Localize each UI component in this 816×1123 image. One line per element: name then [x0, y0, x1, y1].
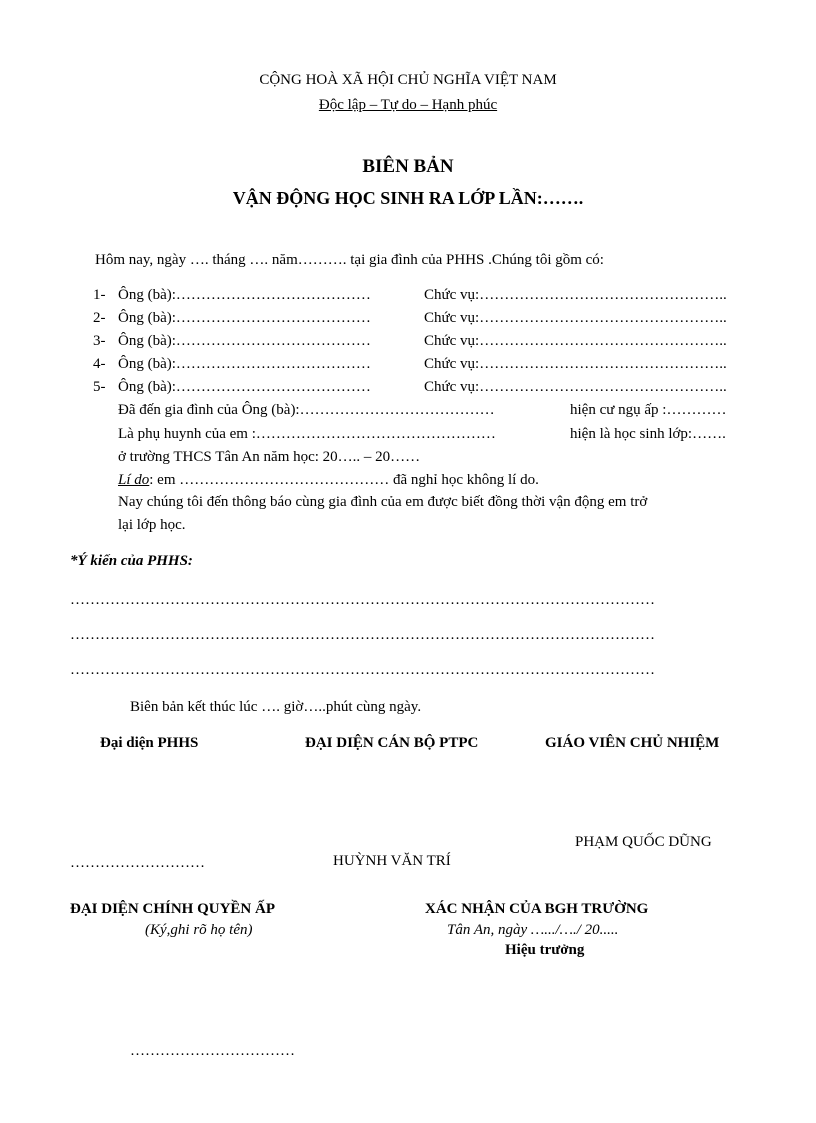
- family-visited-field: Đã đến gia đình của Ông (bà):…………………………………: [118, 402, 495, 418]
- ptpc-name: HUỲNH VĂN TRÍ: [333, 853, 451, 869]
- opinion-line: ………………………………………………………………………………………………………: [70, 627, 655, 643]
- government-signature-dots: ……………………………: [130, 1043, 295, 1059]
- member-name-field: Ông (bà):…………………………………: [118, 356, 371, 372]
- member-name-field: Ông (bà):…………………………………: [118, 379, 371, 395]
- member-role-field: Chức vụ:…………………………………………..: [424, 379, 727, 395]
- member-number: 4-: [93, 356, 106, 372]
- member-number: 3-: [93, 333, 106, 349]
- member-number: 1-: [93, 287, 106, 303]
- parent-opinion-label: *Ý kiến của PHHS:: [70, 553, 193, 569]
- document-subtitle: VẬN ĐỘNG HỌC SINH RA LỚP LẦN:…….: [232, 188, 584, 208]
- reason-label: Lí do: [118, 472, 150, 488]
- notice-text: Nay chúng tôi đến thông báo cùng gia đình của em được biết đồng thời vận động em trở: [118, 494, 648, 510]
- school-year-field: ở trường THCS Tân An năm học: 20….. – 20……: [118, 449, 421, 465]
- opinion-line: ………………………………………………………………………………………………………: [70, 592, 655, 608]
- member-number: 5-: [93, 379, 106, 395]
- member-role-field: Chức vụ:…………………………………………..: [424, 310, 727, 326]
- parent-signature-dots: ………………………: [70, 855, 205, 871]
- member-role-field: Chức vụ:…………………………………………..: [424, 333, 727, 349]
- local-government-heading: ĐẠI DIỆN CHÍNH QUYỀN ẤP: [70, 901, 276, 917]
- student-name-field: Là phụ huynh của em :…………………………………………: [118, 426, 496, 442]
- parent-rep-heading: Đại diện PHHS: [100, 735, 199, 751]
- sign-instruction: (Ký,ghi rõ họ tên): [145, 922, 253, 938]
- document-title: BIÊN BẢN: [362, 156, 454, 177]
- reason-text: : em …………………………………… đã nghỉ học không lí do.: [149, 472, 539, 488]
- notice-text-cont: lại lớp học.: [118, 517, 186, 533]
- reason-line: [118, 472, 539, 489]
- opinion-line: ………………………………………………………………………………………………………: [70, 662, 655, 678]
- teacher-heading: GIÁO VIÊN CHỦ NHIỆM: [545, 735, 720, 751]
- member-name-field: Ông (bà):…………………………………: [118, 310, 371, 326]
- school-board-heading: XÁC NHẬN CỦA BGH TRƯỜNG: [425, 901, 649, 917]
- ptpc-rep-heading: ĐẠI DIỆN CÁN BỘ PTPC: [305, 735, 479, 751]
- member-name-field: Ông (bà):…………………………………: [118, 287, 371, 303]
- place-date-field: Tân An, ngày ….../…./ 20.....: [447, 922, 619, 938]
- national-motto: Độc lập – Tự do – Hạnh phúc: [318, 97, 498, 113]
- principal-title: Hiệu trưởng: [505, 942, 585, 958]
- residence-field: hiện cư ngụ ấp :…………: [570, 402, 727, 418]
- class-field: hiện là học sinh lớp:…….: [570, 426, 726, 442]
- country-name: CỘNG HOÀ XÃ HỘI CHỦ NGHĨA VIỆT NAM: [259, 72, 557, 88]
- member-role-field: Chức vụ:…………………………………………..: [424, 356, 727, 372]
- closing-text: Biên bản kết thúc lúc …. giờ…..phút cùng ngày.: [130, 699, 422, 715]
- member-name-field: Ông (bà):…………………………………: [118, 333, 371, 349]
- member-number: 2-: [93, 310, 106, 326]
- member-role-field: Chức vụ:…………………………………………..: [424, 287, 727, 303]
- teacher-name: PHẠM QUỐC DŨNG: [575, 834, 712, 850]
- intro-text: Hôm nay, ngày …. tháng …. năm………. tại gia đình của PHHS .Chúng tôi gồm có:: [95, 252, 604, 268]
